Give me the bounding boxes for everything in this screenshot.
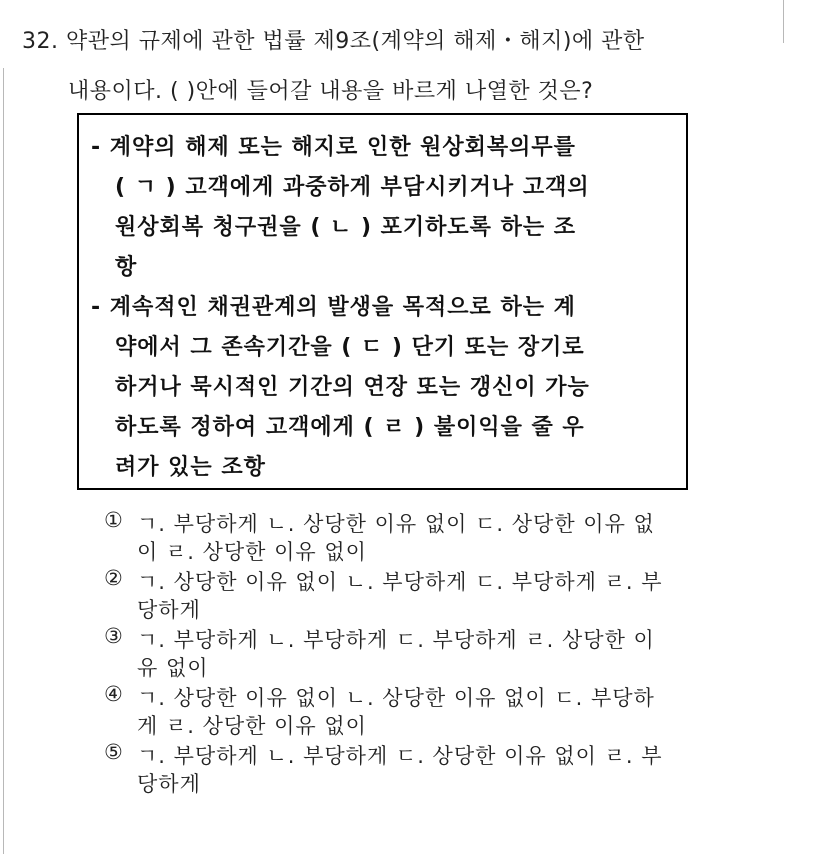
option-number: ①	[104, 508, 123, 532]
box-line: - 계약의 해제 또는 해지로 인한 원상회복의무를	[91, 135, 576, 160]
question-text-2: 내용이다. ( )안에 들어갈 내용을 바르게 나열한 것은?	[68, 79, 594, 104]
option-text-line-1: ㄱ. 상당한 이유 없이 ㄴ. 부당하게 ㄷ. 부당하게 ㄹ. 부	[137, 570, 663, 594]
option-text-line-1: ㄱ. 부당하게 ㄴ. 상당한 이유 없이 ㄷ. 상당한 이유 없	[137, 512, 655, 536]
option-number: ⑤	[104, 740, 123, 764]
option-text-line-2: 당하게	[137, 772, 201, 796]
option-text-line-1: ㄱ. 상당한 이유 없이 ㄴ. 상당한 이유 없이 ㄷ. 부당하	[137, 686, 655, 710]
option-number: ④	[104, 682, 123, 706]
question-line-2	[68, 74, 593, 105]
box-line: ( ㄱ ) 고객에게 과중하게 부담시키거나 고객의	[115, 175, 590, 200]
question-number: 32.	[22, 29, 59, 54]
statement-box	[77, 113, 688, 490]
box-line: 항	[115, 255, 138, 280]
option-text-line-1: ㄱ. 부당하게 ㄴ. 부당하게 ㄷ. 부당하게 ㄹ. 상당한 이	[137, 628, 655, 652]
question-line-1	[22, 24, 645, 55]
box-line: 약에서 그 존속기간을 ( ㄷ ) 단기 또는 장기로	[115, 335, 585, 360]
box-line: 원상회복 청구권을 ( ㄴ ) 포기하도록 하는 조	[115, 215, 577, 240]
box-line: 하도록 정하여 고객에게 ( ㄹ ) 불이익을 줄 우	[115, 415, 585, 440]
box-line: 하거나 묵시적인 기간의 연장 또는 갱신이 가능	[115, 375, 590, 400]
right-column-divider	[783, 0, 784, 43]
option-text-line-2: 게 ㄹ. 상당한 이유 없이	[137, 714, 367, 738]
left-column-divider	[3, 68, 4, 854]
box-line: 려가 있는 조항	[115, 455, 266, 480]
question-text-1: 약관의 규제에 관한 법률 제9조(계약의 해제・해지)에 관한	[66, 29, 645, 54]
option-text-line-1: ㄱ. 부당하게 ㄴ. 부당하게 ㄷ. 상당한 이유 없이 ㄹ. 부	[137, 744, 663, 768]
option-number: ②	[104, 566, 123, 590]
option-text-line-2: 당하게	[137, 598, 201, 622]
option-text-line-2: 유 없이	[137, 656, 209, 680]
box-line: - 계속적인 채권관계의 발생을 목적으로 하는 계	[91, 295, 576, 320]
option-number: ③	[104, 624, 123, 648]
option-text-line-2: 이 ㄹ. 상당한 이유 없이	[137, 540, 367, 564]
